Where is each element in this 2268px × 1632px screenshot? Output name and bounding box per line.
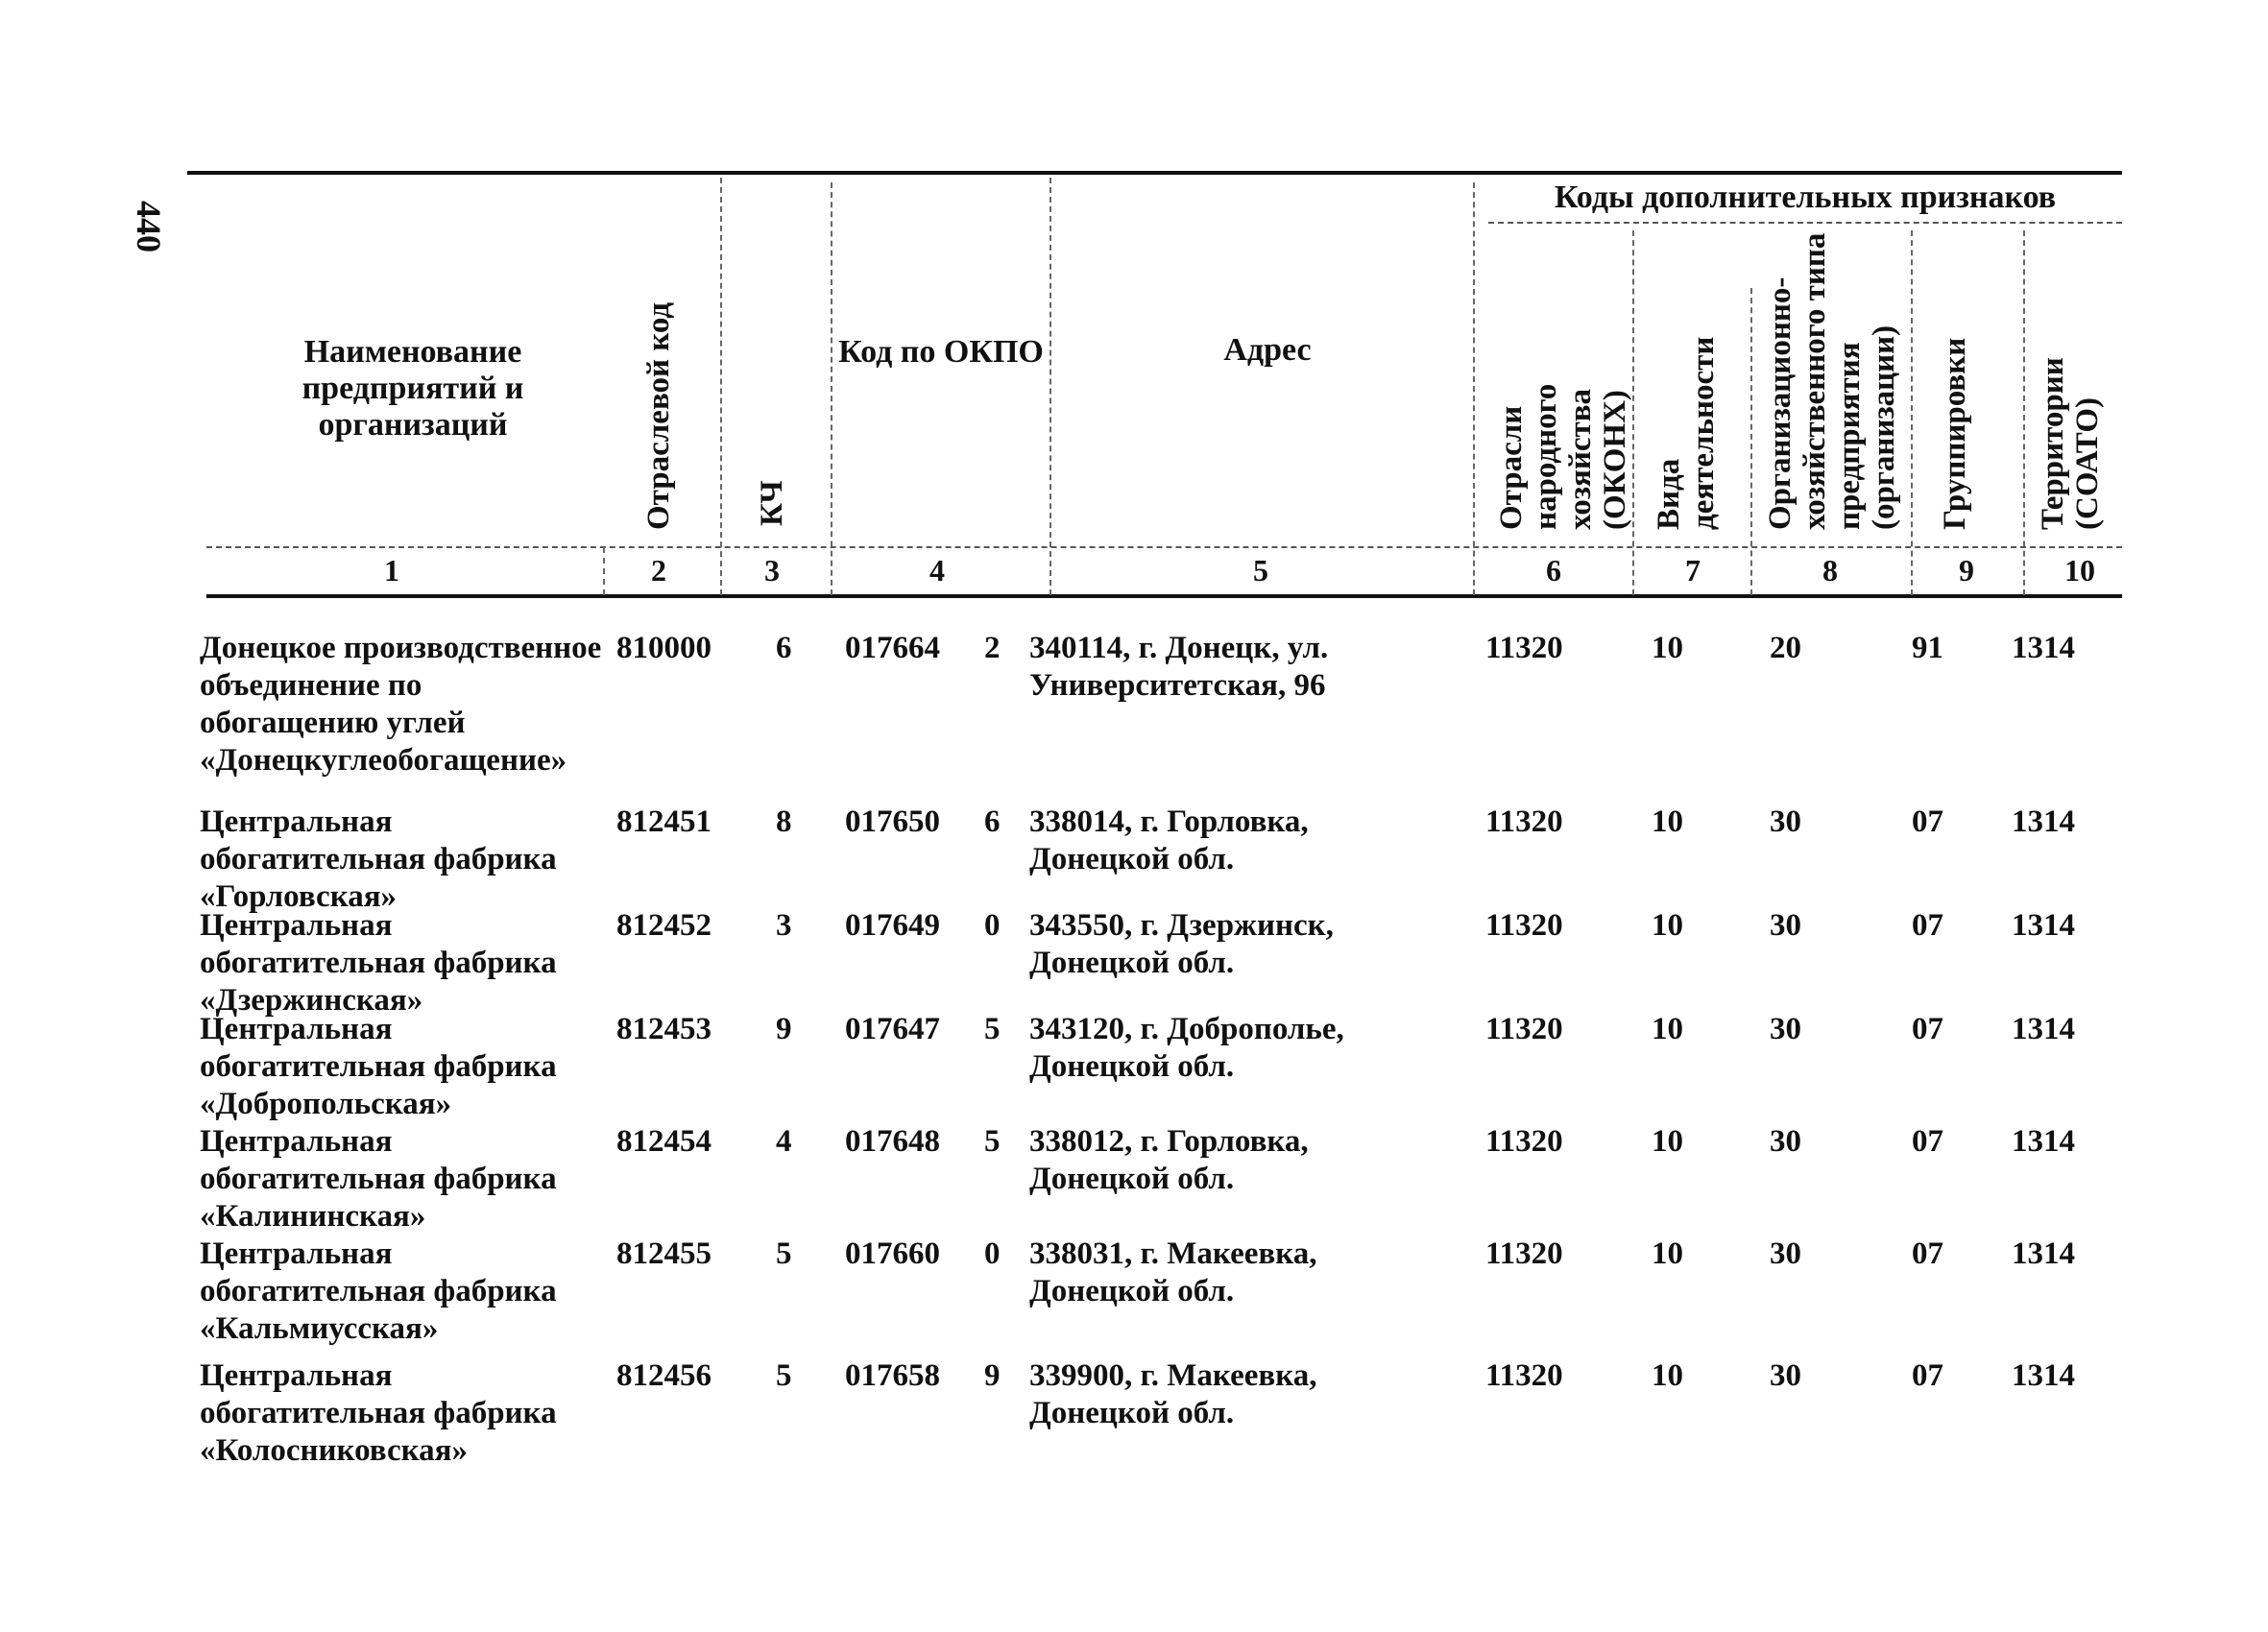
okpo-control-digit: 0 <box>984 908 1001 943</box>
activity-code: 10 <box>1652 1236 1683 1271</box>
column-number: 9 <box>1959 553 1974 588</box>
okonh-code: 11320 <box>1485 908 1563 943</box>
address: 338012, г. Горловка, Донецкой обл. <box>1029 1124 1309 1196</box>
branch-code: 812456 <box>616 1358 712 1393</box>
column-number: 5 <box>1253 553 1268 588</box>
branch-code: 812451 <box>616 804 712 839</box>
enterprise-name: Центральная обогатительная фабрика «Кальмиусская» <box>200 1236 557 1346</box>
column-number: 10 <box>2064 553 2095 588</box>
kch-value: 8 <box>776 804 792 839</box>
table-top-rule <box>187 171 2122 175</box>
territory-code: 1314 <box>2012 804 2075 839</box>
okpo-code: 017650 <box>845 804 940 839</box>
kch-value: 4 <box>776 1124 792 1159</box>
address: 339900, г. Макеевка, Донецкой обл. <box>1029 1358 1317 1430</box>
grouping-code: 07 <box>1912 804 1943 839</box>
grouping-code: 07 <box>1912 1124 1943 1159</box>
okpo-code: 017664 <box>845 631 940 665</box>
okonh-code: 11320 <box>1485 1124 1563 1159</box>
activity-code: 10 <box>1652 1012 1683 1046</box>
additional-codes-rule <box>1488 222 2122 224</box>
branch-code: 810000 <box>616 631 712 665</box>
territory-code: 1314 <box>2012 1358 2075 1393</box>
enterprise-name: Центральная обогатительная фабрика «Калининская» <box>200 1124 557 1234</box>
column-divider <box>1750 288 1752 595</box>
column-divider <box>1050 178 1051 595</box>
territory-code: 1314 <box>2012 908 2075 943</box>
okpo-control-digit: 2 <box>984 631 1001 665</box>
column-divider <box>2023 230 2025 595</box>
activity-code: 10 <box>1652 1124 1683 1159</box>
okonh-code: 11320 <box>1485 631 1563 665</box>
address: 338014, г. Горловка, Донецкой обл. <box>1029 804 1309 876</box>
grouping-code: 07 <box>1912 1358 1943 1393</box>
header-name: Наименование предприятий и организаций <box>302 334 524 443</box>
org-type-code: 30 <box>1770 1358 1801 1393</box>
address: 340114, г. Донецк, ул. Университетская, 96 <box>1029 631 1329 703</box>
org-type-code: 30 <box>1770 908 1801 943</box>
address: 343550, г. Дзержинск, Донецкой обл. <box>1029 908 1334 980</box>
column-number: 8 <box>1822 553 1838 588</box>
territory-code: 1314 <box>2012 631 2075 665</box>
okonh-code: 11320 <box>1485 1358 1563 1393</box>
enterprise-name: Центральная обогатительная фабрика «Горловская» <box>200 804 557 914</box>
grouping-code: 07 <box>1912 1236 1943 1271</box>
okpo-code: 017660 <box>845 1236 940 1271</box>
okpo-control-digit: 6 <box>984 804 1001 839</box>
header-bottom-rule <box>206 546 2122 548</box>
address: 343120, г. Доброполье, Донецкой обл. <box>1029 1012 1344 1084</box>
enterprise-name: Донецкое производственное объединение по обогащению углей «Донецкуглеобогащение» <box>200 631 602 778</box>
grouping-code: 91 <box>1912 631 1943 665</box>
header-okpo: Код по ОКПО <box>838 334 1044 370</box>
header-okonh: Отрасли народного хозяйства (ОКОНХ) <box>1494 383 1632 530</box>
kch-value: 9 <box>776 1012 792 1046</box>
okpo-code: 017648 <box>845 1124 940 1159</box>
header-grouping: Группировки <box>1938 337 1972 530</box>
column-divider <box>1632 230 1634 595</box>
column-divider <box>603 547 605 595</box>
header-address: Адрес <box>1223 332 1312 368</box>
header-activity: Вида деятельности <box>1652 336 1721 530</box>
okpo-code: 017647 <box>845 1012 940 1046</box>
kch-value: 5 <box>776 1236 792 1271</box>
okonh-code: 11320 <box>1485 1012 1563 1046</box>
enterprise-name: Центральная обогатительная фабрика «Дзержинская» <box>200 908 557 1018</box>
column-number: 4 <box>929 553 945 588</box>
activity-code: 10 <box>1652 1358 1683 1393</box>
enterprise-name: Центральная обогатительная фабрика «Добропольская» <box>200 1012 557 1121</box>
territory-code: 1314 <box>2012 1012 2075 1046</box>
branch-code: 812453 <box>616 1012 712 1046</box>
header-org-type: Организационно-хозяйственного типа предприятия (организации) <box>1763 232 1901 530</box>
org-type-code: 30 <box>1770 804 1801 839</box>
kch-value: 5 <box>776 1358 792 1393</box>
okpo-code: 017649 <box>845 908 940 943</box>
column-divider <box>720 178 722 595</box>
header-territory: Территории (СОАТО) <box>2036 357 2105 530</box>
column-number: 3 <box>764 553 780 588</box>
enterprise-name: Центральная обогатительная фабрика «Колосниковская» <box>200 1358 557 1468</box>
org-type-code: 30 <box>1770 1012 1801 1046</box>
column-number: 1 <box>384 553 399 588</box>
okpo-control-digit: 5 <box>984 1012 1001 1046</box>
page-number: 440 <box>130 201 168 252</box>
branch-code: 812452 <box>616 908 712 943</box>
header-branch-code: Отраслевой код <box>641 301 676 530</box>
branch-code: 812455 <box>616 1236 712 1271</box>
column-number: 6 <box>1546 553 1561 588</box>
grouping-code: 07 <box>1912 1012 1943 1046</box>
grouping-code: 07 <box>1912 908 1943 943</box>
territory-code: 1314 <box>2012 1124 2075 1159</box>
okonh-code: 11320 <box>1485 1236 1563 1271</box>
column-number-rule <box>206 594 2122 598</box>
column-number: 2 <box>651 553 666 588</box>
activity-code: 10 <box>1652 631 1683 665</box>
org-type-code: 30 <box>1770 1236 1801 1271</box>
okpo-control-digit: 9 <box>984 1358 1001 1393</box>
org-type-code: 20 <box>1770 631 1801 665</box>
column-divider <box>1473 182 1475 595</box>
okpo-control-digit: 5 <box>984 1124 1001 1159</box>
column-divider <box>831 182 832 595</box>
header-kch: КЧ <box>755 480 789 526</box>
column-divider <box>1911 230 1913 595</box>
okonh-code: 11320 <box>1485 804 1563 839</box>
activity-code: 10 <box>1652 804 1683 839</box>
kch-value: 6 <box>776 631 792 665</box>
org-type-code: 30 <box>1770 1124 1801 1159</box>
branch-code: 812454 <box>616 1124 712 1159</box>
header-additional-codes: Коды дополнительных признаков <box>1554 180 2057 215</box>
activity-code: 10 <box>1652 908 1683 943</box>
column-number: 7 <box>1685 553 1701 588</box>
okpo-control-digit: 0 <box>984 1236 1001 1271</box>
kch-value: 3 <box>776 908 792 943</box>
address: 338031, г. Макеевка, Донецкой обл. <box>1029 1236 1317 1308</box>
okpo-code: 017658 <box>845 1358 940 1393</box>
territory-code: 1314 <box>2012 1236 2075 1271</box>
